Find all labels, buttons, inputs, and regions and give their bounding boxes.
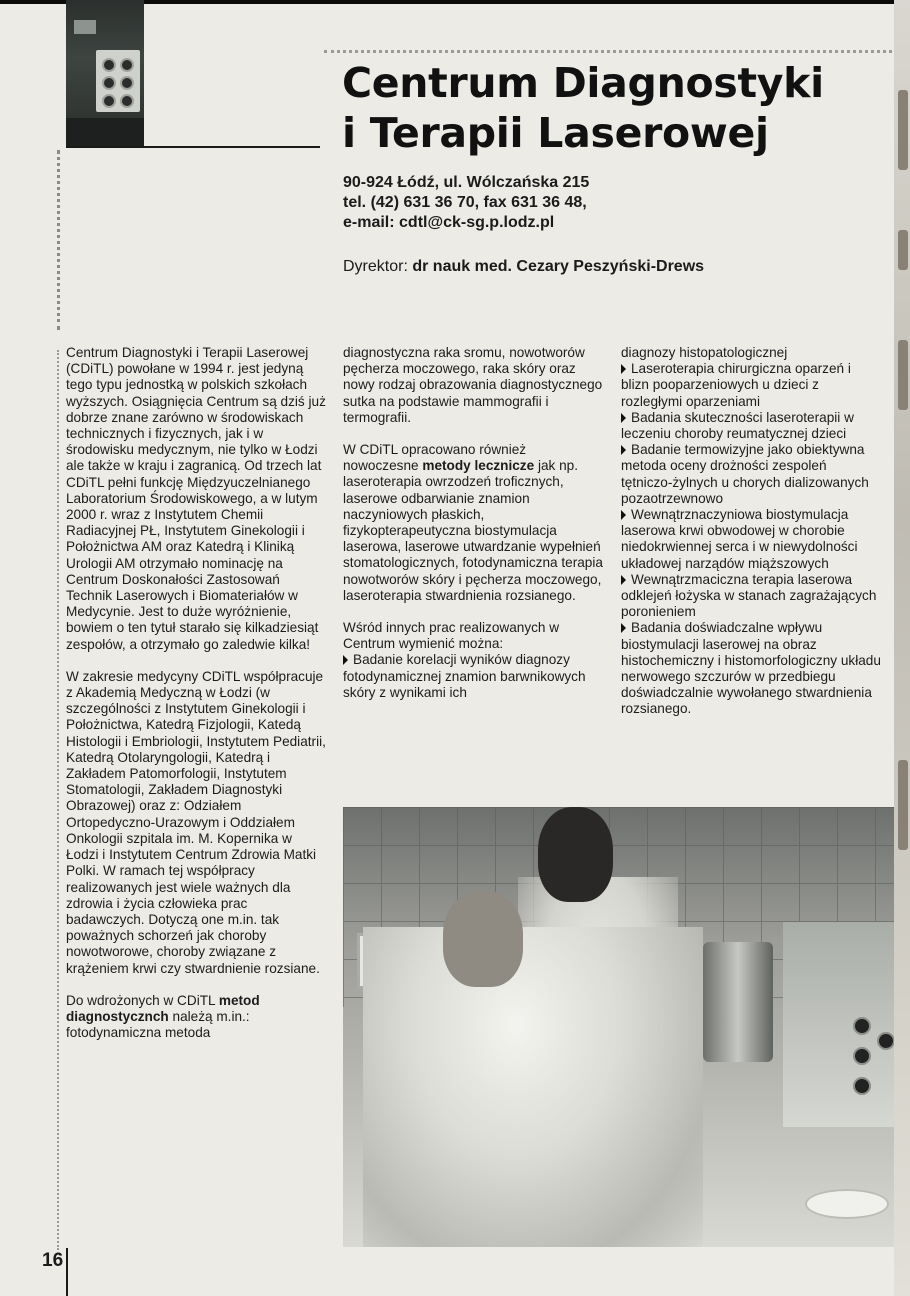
list-item [621, 620, 881, 717]
list-item-text: Wewnątrznaczyniowa biostymulacja laserowa krwi obwodowej w chorobie niedokrwiennej serca i w niewydolności układowej narządów miąższowych [621, 507, 858, 571]
paragraph: Centrum Diagnostyki i Terapii Laserowej (CDiTL) powołane w 1994 r. jest jedyną tego typu jednostką w polskich szkołach wyższych. Osiągnięcia Centrum są dziś już dobrze znane zarówno w środowiskach technicznych i fizycznych, jak i w środowisku medycznym, nie tylko w Łodzi ale także w kraju i zagranicą. Od trzech lat CDiTL pełni funkcję Międzyuczelnianego Laboratorium Środowiskowego, a w lutym 2000 r. wraz z Instytutem Chemii Radiacyjnej PŁ, Instytutem Ginekologii i Położnictwa AM oraz Katedrą i Kliniką Urologii AM otrzymało nominację na Centrum Doskonałości Zastosowań Technik Laserowych i Biomateriałów w Medycynie. Jest to duże wyróżnienie, bowiem o ten tytuł starało się kilkadziesiąt zespołów, a otrzymało go zaledwie kilka! [66, 345, 326, 652]
text: Wśród innych prac realizowanych w Centrum wymienić można: [343, 620, 560, 652]
lab-photo [343, 807, 895, 1247]
header-photo [66, 0, 144, 146]
bowl [805, 1189, 889, 1219]
page-number-rule [66, 1248, 68, 1296]
knob-icon [120, 94, 134, 108]
knob-icon [102, 58, 116, 72]
phone: tel. (42) 631 36 70, fax 631 36 48, [343, 194, 587, 211]
paragraph: W zakresie medycyny CDiTL współpracuje z Akademią Medyczną w Łodzi (w szczególności z Instytutem Ginekologii i Położnictwa, Katedrą Fizjologii, Katedą Histologii i Embriologii, Instytutem Pediatrii, Katedrą Otolaryngologii, Katedrą i Zakładem Patomorfologii, Instytutem Stomatologii, Zakładem Diagnostyki Obrazowej) oraz z: Odziałem Ortopedyczno-Urazowym i Oddziałem Onkologii szpitala im. M. Kopernika w Łodzi i Instytutem Centrum Zdrowia Matki Polki. W ramach tej współpracy realizowanych jest wiele ważnych dla zdrowia i życia człowieka prac badawczych. Dotyczą one m.in. tak poważnych schorzeń jak choroby nowotworowe, choroby związane z krążeniem krwi czy stwardnienie rozsiane. [66, 668, 326, 976]
list-item [621, 507, 881, 572]
dotted-rule [324, 50, 910, 53]
emphasis: metod diagnostycznch [66, 992, 260, 1024]
list-item [621, 410, 881, 442]
dotted-margin [57, 350, 59, 1250]
equipment-cabinet [783, 922, 895, 1127]
page-title [342, 58, 902, 158]
knob-icon [853, 1077, 871, 1095]
list-item-text: Badanie termowizyjne jako obiektywna metoda oceny drożności zespoleń tętniczo-żylnych u chorych dializowanych pozaotrzewnowo [621, 442, 869, 506]
bullet-icon [621, 575, 626, 585]
surgeon-head [538, 807, 613, 902]
column-2 [343, 345, 605, 701]
text: W CDiTL opracowano również nowoczesne [343, 442, 527, 474]
bullet-icon [621, 413, 626, 423]
binding-mark [898, 230, 908, 270]
bullet-icon [621, 510, 626, 520]
knob-icon [120, 76, 134, 90]
bullet-icon [621, 623, 626, 633]
equipment-panel [96, 50, 140, 112]
emphasis: metody lecznicze [422, 458, 535, 474]
paragraph [343, 442, 605, 604]
equipment-base [66, 118, 144, 146]
text: Do wdrożonych w CDiTL [66, 992, 216, 1008]
laser-apparatus [703, 942, 773, 1062]
list-item-text: Badania skuteczności laseroterapii w leczeniu choroby reumatycznej dzieci [621, 409, 854, 442]
knob-icon [120, 58, 134, 72]
surgeon-male [363, 927, 703, 1247]
address: 90-924 Łódź, ul. Wólczańska 215 [343, 174, 590, 191]
equipment-screen [74, 20, 96, 34]
list-item-continued: diagnozy histopatologicznej [621, 345, 788, 360]
knob-icon [853, 1047, 871, 1065]
knob-icon [102, 94, 116, 108]
binding-mark [898, 340, 908, 410]
list-item [621, 572, 881, 621]
paragraph [343, 620, 605, 701]
knob-icon [877, 1032, 895, 1050]
bullet-icon [621, 364, 626, 374]
email: e-mail: cdtl@ck-sg.p.lodz.pl [343, 214, 555, 231]
header-rule [66, 146, 320, 148]
binding-mark [898, 90, 908, 170]
page-edge [894, 0, 910, 1296]
knob-icon [853, 1017, 871, 1035]
list-item-text: Laseroterapia chirurgiczna oparzeń i blizn pooparzeniowych u dzieci z rozległymi oparzeniami [621, 361, 851, 409]
binding-mark [898, 760, 908, 850]
paragraph: diagnostyczna raka sromu, nowotworów pęcherza moczowego, raka skóry oraz nowy rodzaj obrazowania diagnostycznego sutka na podstawie mammografii i termografii. [343, 345, 603, 425]
director-name: dr nauk med. Cezary Peszyński-Drews [412, 258, 705, 275]
surgeon-head [443, 891, 523, 987]
bullet-icon [621, 445, 626, 455]
page-number: 16 [42, 1250, 64, 1271]
list-item-text: Badanie korelacji wyników diagnozy fotodynamicznej znamion barwnikowych skóry z wynikami ich [343, 652, 586, 700]
contact-block [343, 173, 589, 233]
knob-icon [102, 76, 116, 90]
director-line [343, 258, 704, 276]
bullet-icon [343, 655, 348, 665]
director-label: Dyrektor: [343, 258, 408, 275]
dotted-margin [57, 150, 60, 330]
list-item [343, 652, 605, 701]
list-item [621, 361, 881, 410]
column-1 [66, 345, 328, 1057]
paragraph [66, 993, 328, 1042]
text: jak np. laseroterapia owrzodzeń troficznych, laserowe odbarwianie znamion naczyniowych płaskich, fizykopterapeutyczna biostymulacja laserowa, laserowe utwardzanie wypełnień stomatologicznych, fotodynamiczna terapia nowotworów skóry i pęcherza moczowego, laseroterapia stwardnienia rozsianego. [343, 458, 603, 603]
list-item-text: Badania doświadczalne wpływu biostymulacji laserowej na obraz histochemiczny i histomorfologiczny układu nerwowego szczurów w przedbiegu doświadczalnie wywołanego stwardnienia rozsianego. [621, 620, 881, 717]
list-item [621, 442, 881, 507]
title-line-1: Centrum Diagnostyki [342, 59, 824, 107]
list-item-text: Wewnątrzmaciczna terapia laserowa odklejeń łożyska w stanach zagrażających poronieniem [621, 571, 877, 620]
column-3 [621, 345, 881, 718]
title-line-2: i Terapii Laserowej [342, 109, 769, 157]
text: należą m.in.: fotodynamiczna metoda [66, 1008, 250, 1041]
